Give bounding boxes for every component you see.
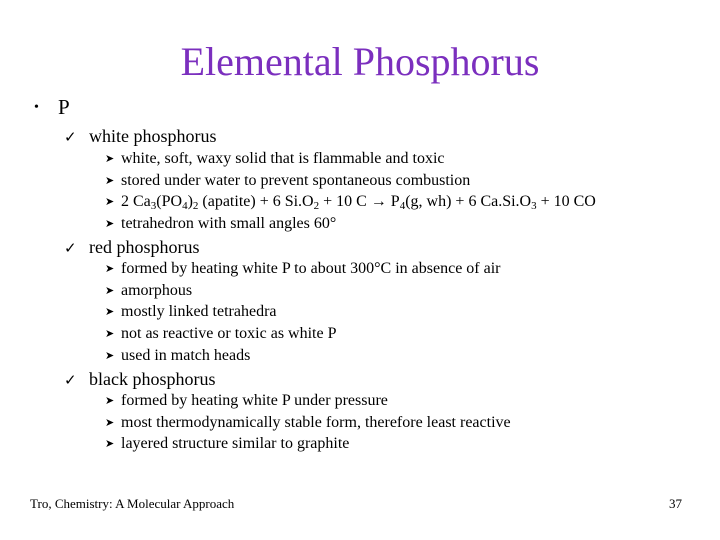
list-item: ➤ tetrahedron with small angles 60° — [105, 215, 337, 232]
page-number: 37 — [669, 496, 682, 511]
bullet-icon: • — [34, 100, 39, 115]
list-item: ➤ mostly linked tetrahedra — [105, 303, 277, 320]
list-item: ➤ formed by heating white P under pressure — [105, 392, 388, 409]
reaction-equation: ➤ 2 $Ca_3(PO_4)_2$ (apatite) + 6 $Si.O_2 + 10$ $C \to P_4(g$, wh) + 6 $Ca.Si.O_3 + 10$ CO — [105, 193, 596, 212]
list-item: ➤ amorphous — [105, 282, 193, 299]
arrowhead-icon: ➤ — [105, 196, 115, 208]
arrowhead-icon: ➤ — [105, 328, 115, 340]
main-bullet-label: P — [58, 95, 70, 119]
checkmark-icon: ✓ — [64, 130, 77, 146]
arrowhead-icon: ➤ — [105, 417, 115, 429]
arrowhead-icon: ➤ — [105, 306, 115, 318]
checkmark-icon: ✓ — [64, 241, 77, 257]
arrowhead-icon: ➤ — [105, 153, 115, 165]
list-item: ➤ most thermodynamically stable form, therefore least reactive — [105, 414, 511, 431]
list-item: ➤ layered structure similar to graphite — [105, 435, 350, 452]
arrowhead-icon: ➤ — [105, 218, 115, 230]
red-phosphorus-heading: ✓ red phosphorus — [64, 237, 200, 257]
arrowhead-icon: ➤ — [105, 395, 115, 407]
checkmark-icon: ✓ — [64, 373, 77, 389]
black-phosphorus-heading: ✓ black phosphorus — [64, 369, 216, 389]
main-bullet — [34, 95, 70, 120]
list-item: ➤ stored under water to prevent spontaneous combustion — [105, 172, 471, 189]
arrowhead-icon: ➤ — [105, 263, 115, 275]
list-item: ➤ used in match heads — [105, 347, 251, 364]
arrowhead-icon: ➤ — [105, 175, 115, 187]
footer-source: Tro, Chemistry: A Molecular Approach — [30, 496, 235, 511]
list-item: ➤ not as reactive or toxic as white P — [105, 325, 337, 342]
white-phosphorus-heading: ✓ white phosphorus — [64, 126, 217, 146]
slide-title: Elemental Phosphorus — [180, 39, 540, 84]
arrowhead-icon: ➤ — [105, 350, 115, 362]
list-item: ➤ formed by heating white P to about 300°C in absence of air — [105, 260, 501, 277]
arrowhead-icon: ➤ — [105, 285, 115, 297]
list-item: ➤ white, soft, waxy solid that is flammable and toxic — [105, 150, 445, 167]
arrowhead-icon: ➤ — [105, 438, 115, 450]
